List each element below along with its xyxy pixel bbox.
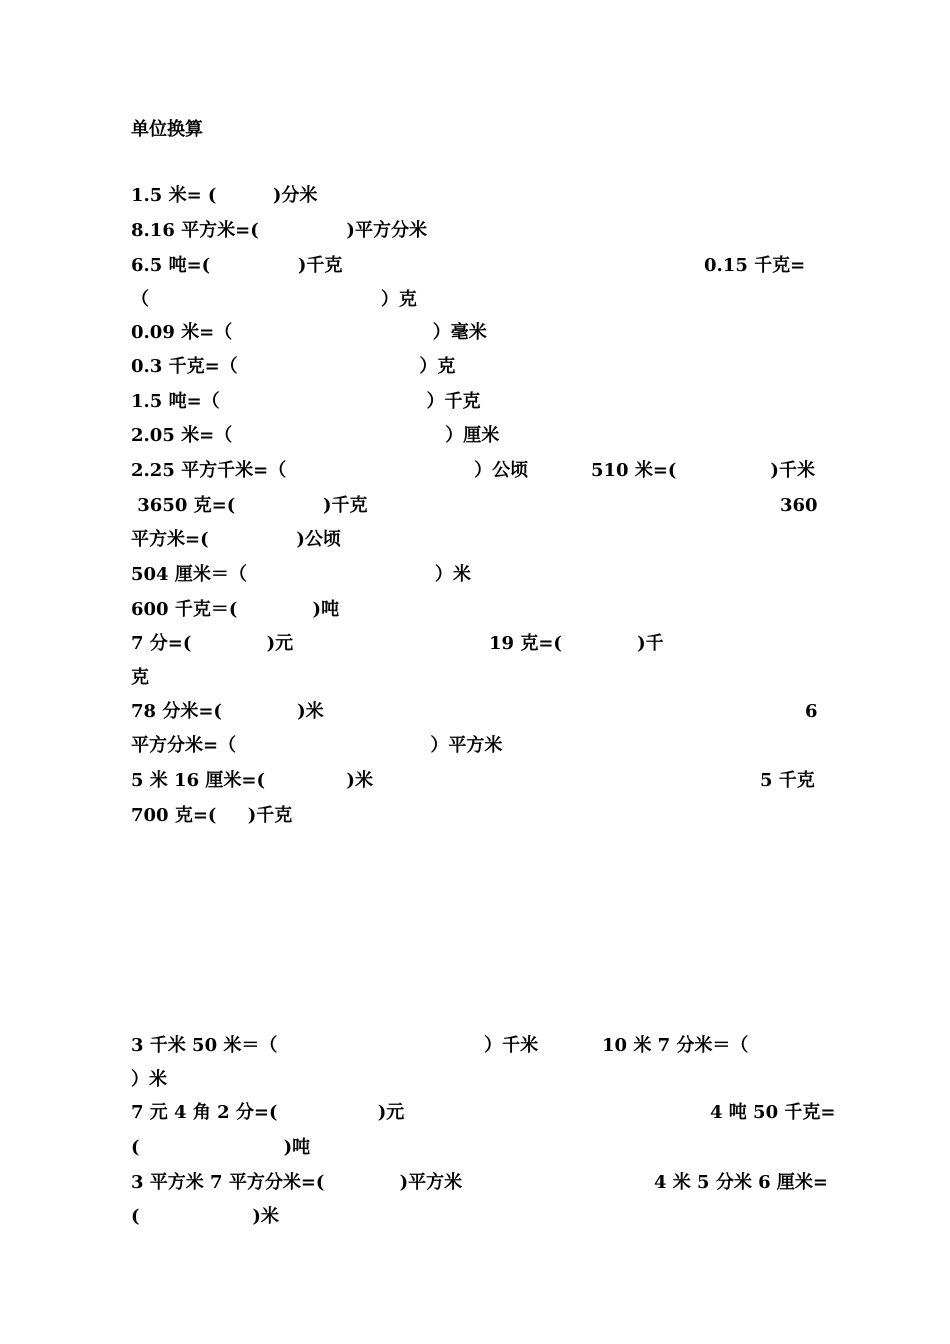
exercise-line: 7 元 4 角 2 分=( )元 — [131, 1102, 405, 1123]
exercise-line: 平方分米=（ ）平方米 — [131, 735, 503, 756]
exercise-line: 4 吨 50 千克= — [710, 1102, 836, 1123]
exercise-line: 0.3 千克=（ ）克 — [131, 356, 456, 377]
exercise-line: 78 分米=( )米 — [131, 701, 324, 722]
exercise-line: 4 米 5 分米 6 厘米= — [654, 1172, 828, 1193]
exercise-line: 平方米=( )公顷 — [131, 529, 341, 550]
exercise-line: ）米 — [131, 1069, 167, 1090]
exercise-line: 0.09 米=（ ）毫米 — [131, 322, 487, 343]
exercise-line: 700 克=( )千克 — [131, 805, 293, 826]
exercise-line: 3 千米 50 米＝（ ）千米 — [131, 1035, 539, 1056]
exercise-line: 19 克=( )千 — [489, 633, 664, 654]
exercise-line: 5 千克 — [760, 770, 815, 791]
exercise-line: 510 米=( )千米 — [591, 460, 815, 481]
exercise-line: 3650 克=( )千克 — [131, 495, 368, 516]
exercise-line: 600 千克＝( )吨 — [131, 599, 340, 620]
exercise-line: 6.5 吨=( )千克 — [131, 255, 343, 276]
exercise-line: 0.15 千克= — [704, 255, 806, 276]
exercise-line: 7 分=( )元 — [131, 633, 294, 654]
exercise-line: 10 米 7 分米＝（ — [602, 1035, 749, 1056]
exercise-line: ( )米 — [131, 1206, 279, 1227]
exercise-line: 克 — [131, 667, 149, 688]
document-title: 单位换算 — [131, 119, 203, 140]
exercise-line: 504 厘米＝（ ）米 — [131, 564, 471, 585]
exercise-line: 8.16 平方米=( )平方分米 — [131, 220, 427, 241]
exercise-line: 2.25 平方千米=（ ）公顷 — [131, 460, 529, 481]
exercise-line: 1.5 米= ( )分米 — [131, 185, 318, 206]
exercise-line: 360 — [780, 495, 818, 516]
exercise-line: 6 — [805, 701, 818, 722]
exercise-line: 2.05 米=（ ）厘米 — [131, 425, 500, 446]
exercise-line: ( )吨 — [131, 1137, 311, 1158]
exercise-line: （ ）克 — [131, 289, 417, 310]
exercise-line: 1.5 吨=（ ）千克 — [131, 391, 481, 412]
exercise-line: 3 平方米 7 平方分米=( )平方米 — [131, 1172, 463, 1193]
exercise-line: 5 米 16 厘米=( )米 — [131, 770, 373, 791]
